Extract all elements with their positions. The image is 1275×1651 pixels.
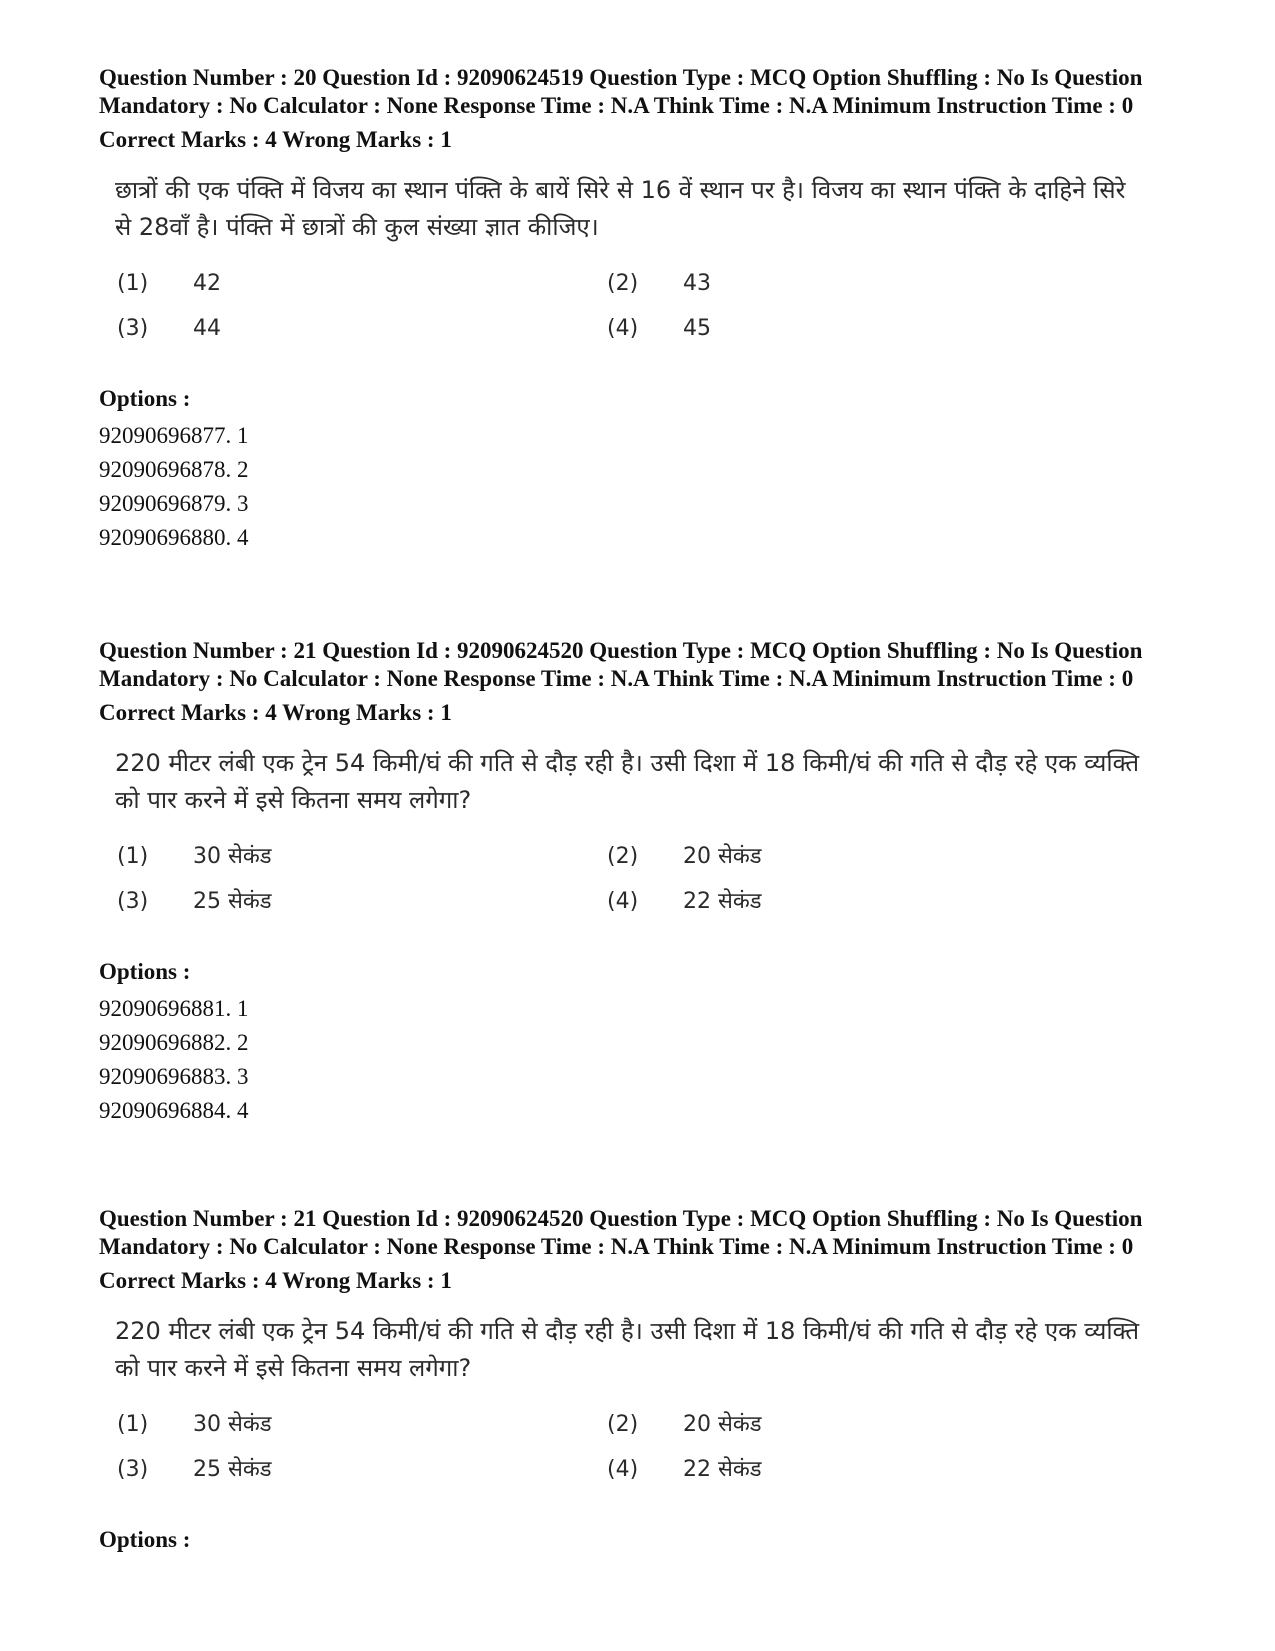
choice-item <box>117 839 607 875</box>
choice-item <box>607 311 1097 347</box>
option-id-line: 92090696880. 4 <box>99 525 249 550</box>
option-id-line: 92090696882. 2 <box>99 1030 249 1055</box>
options-heading: Options : <box>99 959 191 984</box>
option-id-line: 92090696877. 1 <box>99 423 249 448</box>
question-block-21 <box>99 637 1179 1128</box>
choice-item <box>607 884 1097 920</box>
option-id-line: 92090696881. 1 <box>99 996 249 1021</box>
choice-number: (1) <box>117 1412 149 1437</box>
choice-number: (3) <box>117 1457 149 1482</box>
choice-text: 22 सेकंड <box>683 1457 762 1482</box>
question-meta: Question Number : 21 Question Id : 92090624520 Question Type : MCQ Option Shuffling : No Is Question Mandatory : No Calculator : None Response Time : N.A Think Time : N.A Minimum Instruction Time : 0 <box>99 1206 1143 1259</box>
choice-number: (3) <box>117 316 149 341</box>
choice-item <box>117 884 607 920</box>
choice-text: 45 <box>683 316 711 341</box>
question-meta: Question Number : 20 Question Id : 92090624519 Question Type : MCQ Option Shuffling : No Is Question Mandatory : No Calculator : None Response Time : N.A Think Time : N.A Minimum Instruction Time : 0 <box>99 65 1143 118</box>
choice-item <box>117 266 607 302</box>
choice-grid <box>117 266 1179 347</box>
choice-text: 25 सेकंड <box>193 889 272 914</box>
choice-number: (4) <box>607 1457 639 1482</box>
choice-number: (4) <box>607 316 639 341</box>
option-id-line: 92090696883. 3 <box>99 1064 249 1089</box>
choice-number: (2) <box>607 844 639 869</box>
choice-number: (3) <box>117 889 149 914</box>
question-text: छात्रों की एक पंक्ति में विजय का स्थान पंक्ति के बायें सिरे से 16 वें स्थान पर है। विजय का स्थान पंक्ति के दाहिने सिरे से 28वाँ है। पंक्ति में छात्रों की कुल संख्या ज्ञात कीजिए। <box>115 176 1126 241</box>
question-meta: Question Number : 21 Question Id : 92090624520 Question Type : MCQ Option Shuffling : No Is Question Mandatory : No Calculator : None Response Time : N.A Think Time : N.A Minimum Instruction Time : 0 <box>99 638 1143 691</box>
choice-item <box>117 1452 607 1488</box>
option-id-line: 92090696879. 3 <box>99 491 249 516</box>
choice-number: (1) <box>117 271 149 296</box>
question-marks: Correct Marks : 4 Wrong Marks : 1 <box>99 1268 452 1293</box>
question-text: 220 मीटर लंबी एक ट्रेन 54 किमी/घं की गति से दौड़ रही है। उसी दिशा में 18 किमी/घं की गति से दौड़ रहे एक व्यक्ति को पार करने में इसे कितना समय लगेगा? <box>115 1317 1140 1382</box>
choice-text: 25 सेकंड <box>193 1457 272 1482</box>
choice-text: 22 सेकंड <box>683 889 762 914</box>
choice-text: 30 सेकंड <box>193 1412 272 1437</box>
choice-grid <box>117 839 1179 920</box>
question-marks: Correct Marks : 4 Wrong Marks : 1 <box>99 700 452 725</box>
option-id-line: 92090696878. 2 <box>99 457 249 482</box>
choice-grid <box>117 1407 1179 1488</box>
question-text: 220 मीटर लंबी एक ट्रेन 54 किमी/घं की गति से दौड़ रही है। उसी दिशा में 18 किमी/घं की गति से दौड़ रहे एक व्यक्ति को पार करने में इसे कितना समय लगेगा? <box>115 749 1140 814</box>
choice-text: 20 सेकंड <box>683 844 762 869</box>
choice-text: 30 सेकंड <box>193 844 272 869</box>
choice-item <box>607 1452 1097 1488</box>
choice-text: 42 <box>193 271 221 296</box>
choice-text: 20 सेकंड <box>683 1412 762 1437</box>
options-heading: Options : <box>99 1527 191 1552</box>
options-heading: Options : <box>99 386 191 411</box>
option-id-line: 92090696884. 4 <box>99 1098 249 1123</box>
choice-text: 43 <box>683 271 711 296</box>
choice-item <box>607 839 1097 875</box>
choice-number: (2) <box>607 1412 639 1437</box>
question-block-20 <box>99 64 1179 555</box>
choice-item <box>117 1407 607 1443</box>
choice-item <box>117 311 607 347</box>
choice-item <box>607 1407 1097 1443</box>
question-block-21-repeat <box>99 1205 1179 1560</box>
choice-number: (4) <box>607 889 639 914</box>
question-marks: Correct Marks : 4 Wrong Marks : 1 <box>99 127 452 152</box>
choice-number: (2) <box>607 271 639 296</box>
choice-text: 44 <box>193 316 221 341</box>
choice-item <box>607 266 1097 302</box>
choice-number: (1) <box>117 844 149 869</box>
